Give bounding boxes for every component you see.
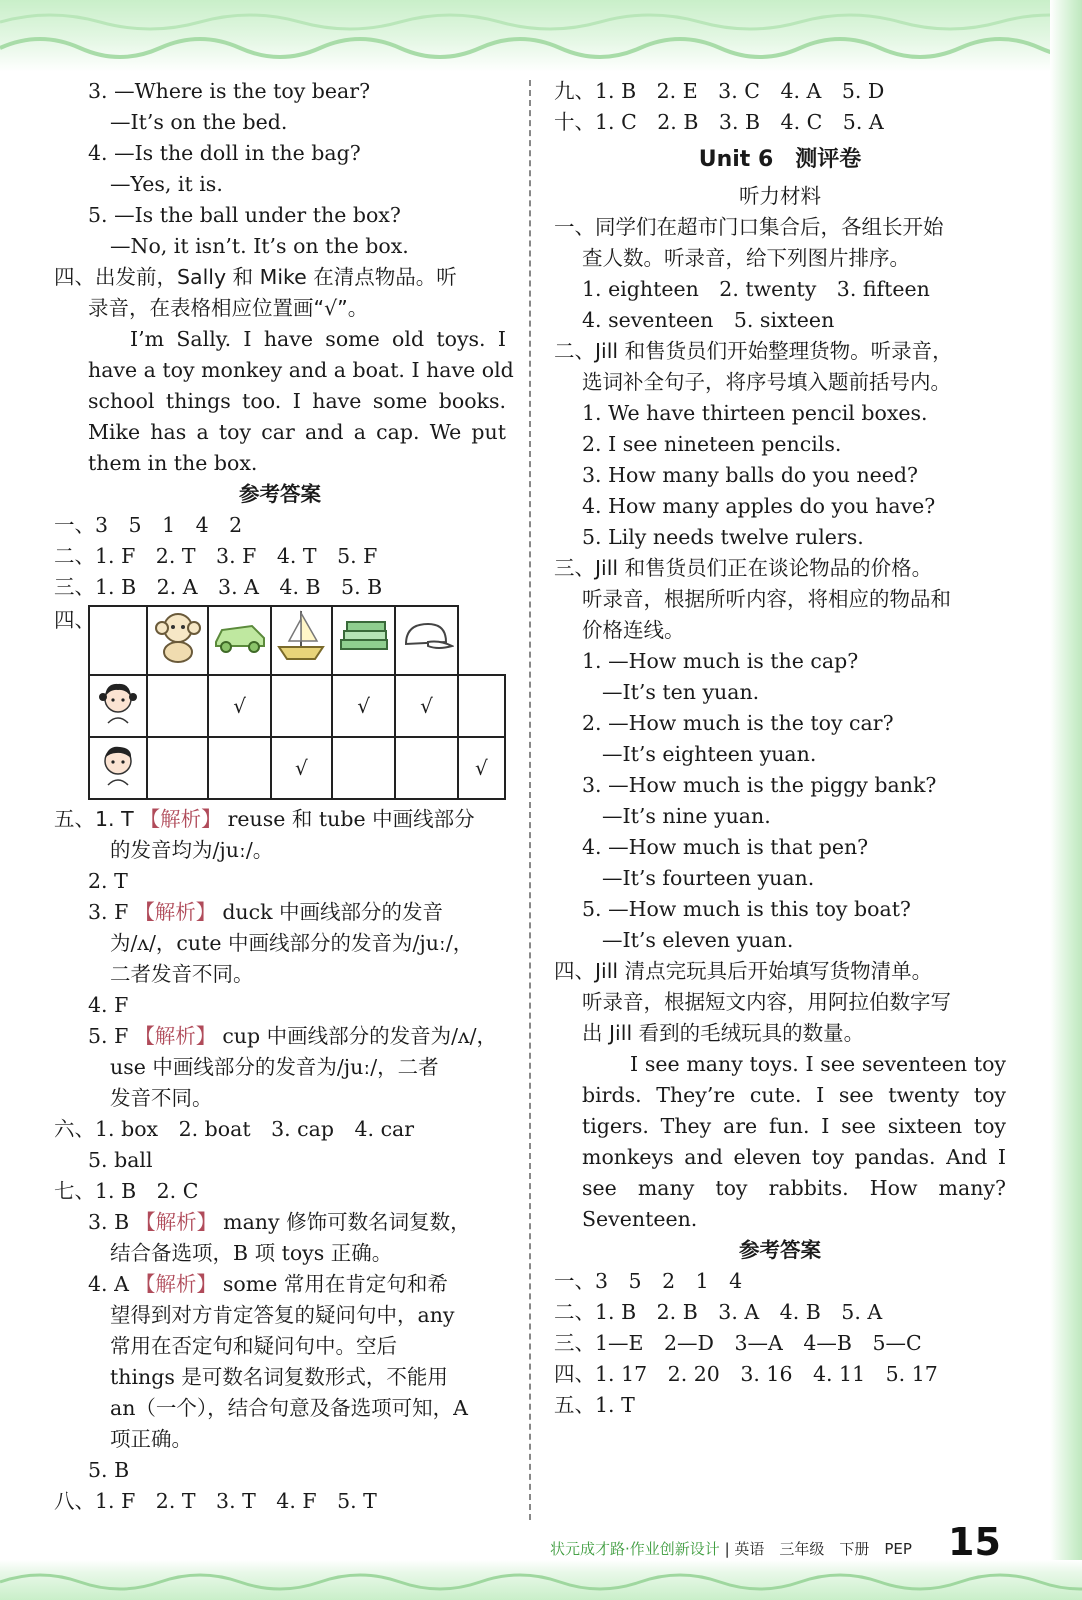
answers-heading: 参考答案 [739,1238,821,1262]
answer-line: 六、1. box 2. boat 3. cap 4. car [54,1117,415,1141]
dialogue-line: —It’s eighteen yuan. [602,742,817,766]
question-3-title: 听录音，根据所听内容，将相应的物品和 [582,587,951,611]
top-decoration-band [0,0,1082,72]
girl-avatar [89,675,147,737]
question-2-title: 选词补全句子，将序号填入题前括号内。 [582,370,951,394]
answer-line: 四、1. 17 2. 20 3. 16 4. 11 5. 17 [554,1362,938,1386]
footer-brand: 状元成才路·作业创新设计 [550,1540,720,1558]
table-corner-cell [89,606,147,675]
analysis-tag: 【解析】 [139,807,222,831]
answer-line: 三、1—E 2—D 3—A 4—B 5—C [554,1331,922,1355]
analysis-text: some 常用在肯定句和希 [222,1272,448,1296]
answer-line: 八、1. F 2. T 3. T 4. F 5. T [54,1489,377,1513]
dialogue-line: 1. —How much is the cap? [582,649,859,673]
question-4-title: 四、Jill 清点完玩具后开始填写货物清单。 [554,959,933,983]
books-picture [332,606,395,675]
analysis-text: 项正确。 [110,1427,192,1451]
question-4-title: 四、出发前，Sally 和 Mike 在清点物品。听 [54,265,457,289]
question-3-title: 价格连线。 [582,618,685,642]
answer-line: 一、3 5 2 1 4 [554,1269,743,1293]
toy-car-picture [208,606,271,675]
answer-5-number: 五、1. T [54,807,134,831]
answer-line: 五、1. T [554,1393,635,1417]
list-item: 2. I see nineteen pencils. [582,432,842,456]
listening-heading: 听力材料 [739,184,821,208]
passage-line: have a toy monkey and a boat. I have old [88,358,514,382]
table-cell [395,737,458,799]
analysis-text: cup 中画线部分的发音为/ʌ/， [222,1024,498,1048]
table-cell: √ [271,737,332,799]
dialogue-line: —No, it isn’t. It’s on the box. [110,234,409,258]
passage-line: birds. They’re cute. I see twenty toy [582,1083,1006,1107]
analysis-text: reuse 和 tube 中画线部分 [227,807,475,831]
answer-4-table [88,605,506,800]
passage-line: I’m Sally. I have some old toys. I [130,327,506,351]
analysis-text: duck 中画线部分的发音 [222,900,444,924]
table-row-mike [89,737,505,799]
analysis-text: 二者发音不同。 [110,962,254,986]
passage-line: monkeys and eleven toy pandas. And I [582,1145,1006,1169]
dialogue-line: 4. —Is the doll in the bag? [88,141,361,165]
dialogue-line: 2. —How much is the toy car? [582,711,894,735]
analysis-text: 结合备选项，B 项 toys 正确。 [110,1241,393,1265]
analysis-tag: 【解析】 [134,1024,217,1048]
passage-line: them in the box. [88,451,258,475]
page-footer [550,1538,912,1559]
right-column [554,76,1006,1421]
dialogue-line: 5. —How much is this toy boat? [582,897,911,921]
dialogue-line: 4. —How much is that pen? [582,835,869,859]
passage-line: school things too. I have some books. [88,389,506,413]
answer-line: 二、1. F 2. T 3. F 4. T 5. F [54,544,378,568]
analysis-text: use 中画线部分的发音为/juː/，二者 [110,1055,439,1079]
answer-line: 三、1. B 2. A 3. A 4. B 5. B [54,575,383,599]
passage-line: see many toy rabbits. How many? [582,1176,1006,1200]
dialogue-line: 5. —Is the ball under the box? [88,203,401,227]
question-3-title: 三、Jill 和售货员们正在谈论物品的价格。 [554,556,933,580]
answer-line: 九、1. B 2. E 3. C 4. A 5. D [554,79,885,103]
question-2-title: 二、Jill 和售货员们开始整理货物。听录音， [554,339,953,363]
dialogue-line: —Yes, it is. [110,172,223,196]
answer-line: 二、1. B 2. B 3. A 4. B 5. A [554,1300,883,1324]
answer-line: 一、3 5 1 4 2 [54,513,243,537]
answer-line: 4. F [88,993,129,1017]
table-header-row [89,606,505,675]
left-column [54,76,514,1517]
passage-line: Mike has a toy car and a cap. We put [88,420,506,444]
analysis-text: 的发音均为/juː/。 [110,838,274,862]
answer-line: 5. ball [88,1148,153,1172]
list-item: 5. Lily needs twelve rulers. [582,525,864,549]
analysis-tag: 【解析】 [135,1210,218,1234]
toy-boat-picture [271,606,332,675]
cap-picture [395,606,458,675]
answer-line: 十、1. C 2. B 3. B 4. C 5. A [554,110,884,134]
dialogue-line: —It’s nine yuan. [602,804,771,828]
question-1-title: 查人数。听录音，给下列图片排序。 [582,246,910,270]
analysis-text: things 是可数名词复数形式，不能用 [110,1365,448,1389]
answer-4-block [54,605,506,800]
table-cell [147,675,208,737]
page-number: 15 [948,1520,1001,1564]
table-cell [332,737,395,799]
table-cell [458,675,505,737]
list-item: 1. eighteen 2. twenty 3. fifteen [582,277,930,301]
passage-line: tigers. They are fun. I see sixteen toy [582,1114,1006,1138]
right-decoration-band [1050,0,1082,1600]
question-4-title: 听录音，根据短文内容，用阿拉伯数字写 [582,990,951,1014]
table-cell [147,737,208,799]
answer-line: 5. B [88,1458,130,1482]
answer-number: 3. B [88,1210,130,1234]
column-divider [529,80,531,1520]
question-4-title: 出 Jill 看到的毛绒玩具的数量。 [582,1021,865,1045]
dialogue-line: 3. —How much is the piggy bank? [582,773,937,797]
answer-line: 七、1. B 2. C [54,1179,199,1203]
answer-line: 2. T [88,869,128,893]
analysis-tag: 【解析】 [134,900,217,924]
table-cell [271,675,332,737]
footer-subject: 英语 三年级 下册 PEP [734,1540,912,1558]
boy-avatar [89,737,147,799]
list-item: 4. seventeen 5. sixteen [582,308,835,332]
analysis-tag: 【解析】 [134,1272,217,1296]
dialogue-line: —It’s eleven yuan. [602,928,794,952]
question-4-title: 录音，在表格相应位置画“√”。 [88,296,369,320]
analysis-text: 望得到对方肯定答复的疑问句中，any [110,1303,455,1327]
analysis-text: an（一个），结合句意及备选项可知，A [110,1396,468,1420]
analysis-text: 为/ʌ/，cute 中画线部分的发音为/juː/， [110,931,474,955]
bottom-decoration-band [0,1560,1082,1600]
list-item: 4. How many apples do you have? [582,494,936,518]
answers-heading: 参考答案 [239,482,321,506]
passage-line: Seventeen. [582,1207,698,1231]
toy-monkey-picture [147,606,208,675]
passage-line: I see many toys. I see seventeen toy [630,1052,1006,1076]
footer-separator: | [724,1540,735,1558]
table-cell [208,737,271,799]
answer-number: 4. A [88,1272,129,1296]
table-cell: √ [208,675,271,737]
table-cell: √ [395,675,458,737]
question-1-title: 一、同学们在超市门口集合后，各组长开始 [554,215,944,239]
answer-4-label: 四、 [54,608,95,632]
top-wave-decoration [0,0,1082,72]
list-item: 3. How many balls do you need? [582,463,919,487]
dialogue-line: —It’s fourteen yuan. [602,866,815,890]
analysis-text: 发音不同。 [110,1086,213,1110]
answer-number: 5. F [88,1024,129,1048]
bottom-wave-decoration [0,1560,1082,1600]
answer-number: 3. F [88,900,129,924]
table-cell: √ [458,737,505,799]
dialogue-line: —It’s ten yuan. [602,680,760,704]
table-row-sally [89,675,505,737]
dialogue-line: —It’s on the bed. [110,110,288,134]
dialogue-line: 3. —Where is the toy bear? [88,79,371,103]
unit-title: Unit 6 测评卷 [698,147,862,172]
table-cell: √ [332,675,395,737]
list-item: 1. We have thirteen pencil boxes. [582,401,928,425]
analysis-text: 常用在否定句和疑问句中。空后 [110,1334,397,1358]
analysis-text: many 修饰可数名词复数， [223,1210,471,1234]
